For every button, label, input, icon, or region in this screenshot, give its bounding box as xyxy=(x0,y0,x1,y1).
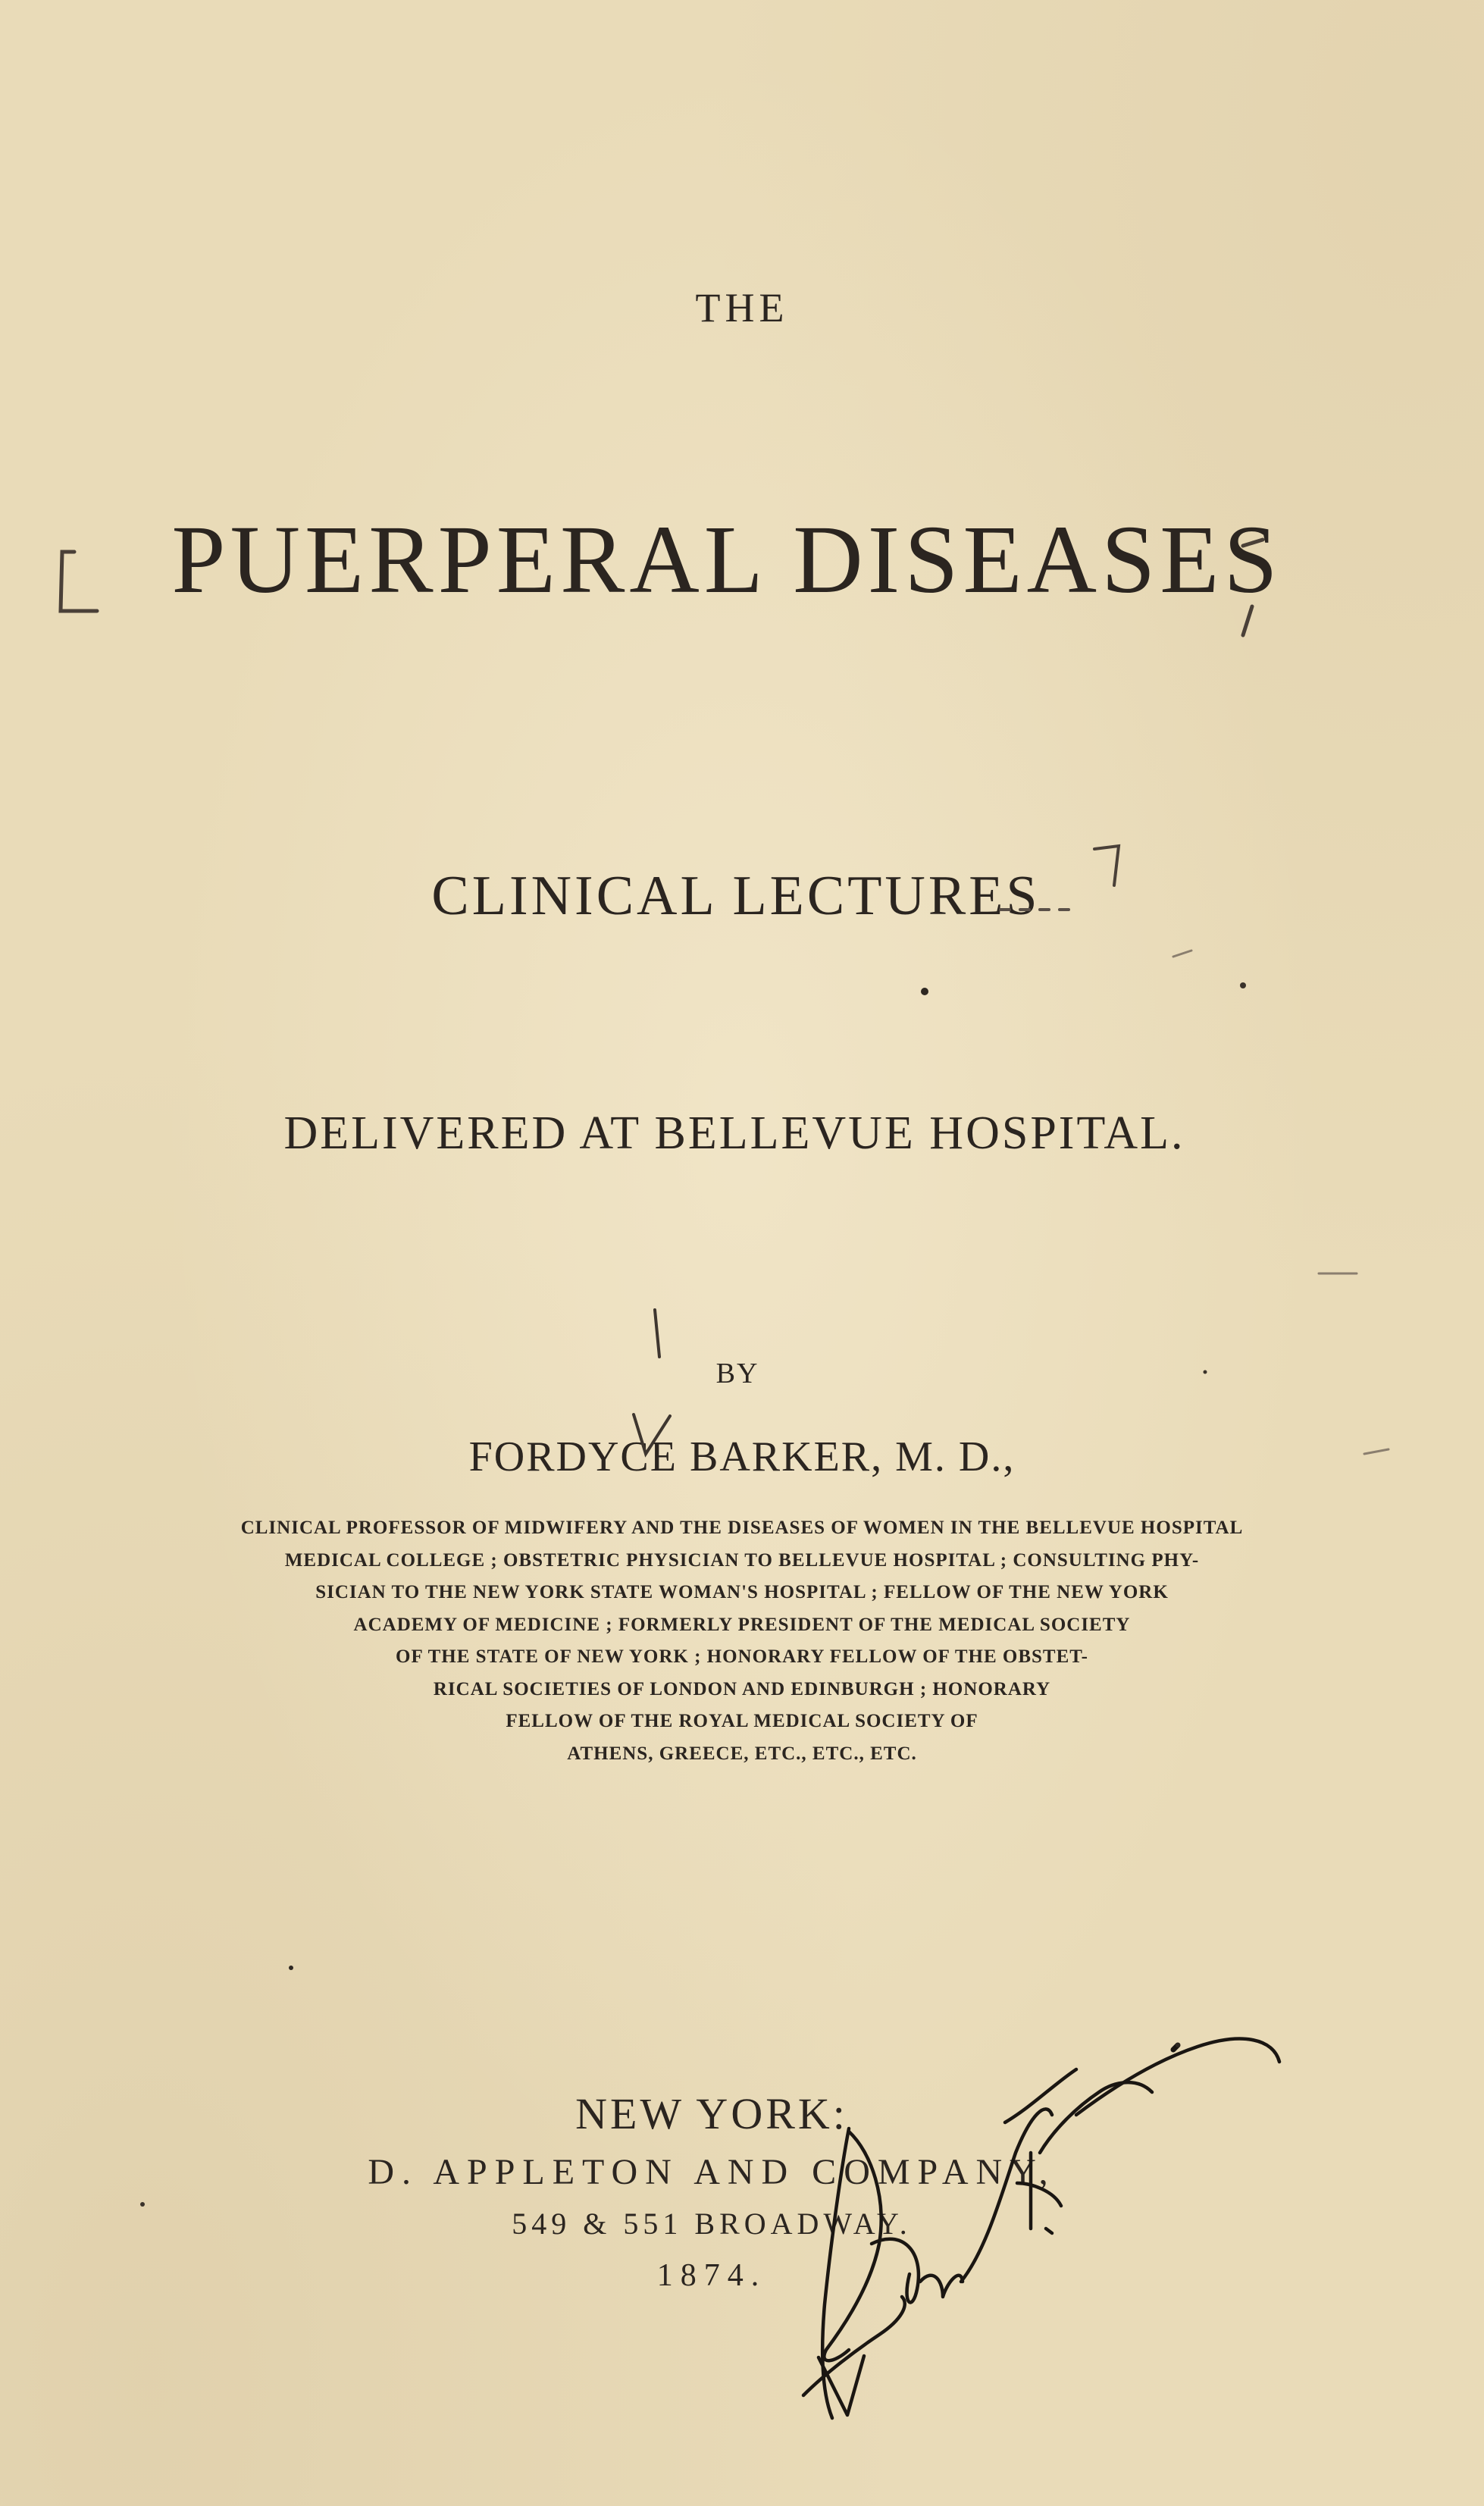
credentials-line: OF THE STATE OF NEW YORK ; HONORARY FELLOW OF THE OBSTET- xyxy=(396,1646,1088,1667)
byline-label: BY xyxy=(715,1358,759,1389)
credentials-line: FELLOW OF THE ROYAL MEDICAL SOCIETY OF xyxy=(506,1711,978,1731)
publisher-name: D. APPLETON AND COMPANY, xyxy=(368,2152,1056,2192)
author-name: FORDYCE BARKER, M. D., xyxy=(468,1433,1016,1480)
paper-speck xyxy=(1240,982,1246,988)
credentials-line: RICAL SOCIETIES OF LONDON AND EDINBURGH ; HONORARY xyxy=(433,1678,1051,1699)
author-credentials xyxy=(0,1512,1484,1770)
credentials-line: SICIAN TO THE NEW YORK STATE WOMAN'S HOSPITAL ; FELLOW OF THE NEW YORK xyxy=(315,1582,1169,1602)
paper-speck xyxy=(921,988,928,995)
publication-year: 1874. xyxy=(656,2258,767,2293)
delivery-location: DELIVERED AT BELLEVUE HOSPITAL. xyxy=(283,1107,1185,1159)
publication-city: NEW YORK: xyxy=(575,2089,848,2138)
paper-speck xyxy=(289,1966,293,1970)
publisher-address: 549 & 551 BROADWAY. xyxy=(512,2207,912,2241)
book-title: PUERPERAL DISEASES xyxy=(171,506,1282,613)
paper-speck xyxy=(1176,2043,1180,2047)
book-subtitle: CLINICAL LECTURES xyxy=(431,865,1041,927)
credentials-line: CLINICAL PROFESSOR OF MIDWIFERY AND THE DISEASES OF WOMEN IN THE BELLEVUE HOSPITAL xyxy=(240,1518,1244,1538)
pencil-stroke-faint xyxy=(1173,951,1191,957)
credentials-line: ACADEMY OF MEDICINE ; FORMERLY PRESIDENT OF THE MEDICAL SOCIETY xyxy=(353,1614,1131,1635)
credentials-line: ATHENS, GREECE, ETC., ETC., ETC. xyxy=(567,1743,917,1764)
credentials-line: MEDICAL COLLEGE ; OBSTETRIC PHYSICIAN TO BELLEVUE HOSPITAL ; CONSULTING PHY- xyxy=(284,1549,1200,1571)
title-prefix: THE xyxy=(695,285,789,330)
